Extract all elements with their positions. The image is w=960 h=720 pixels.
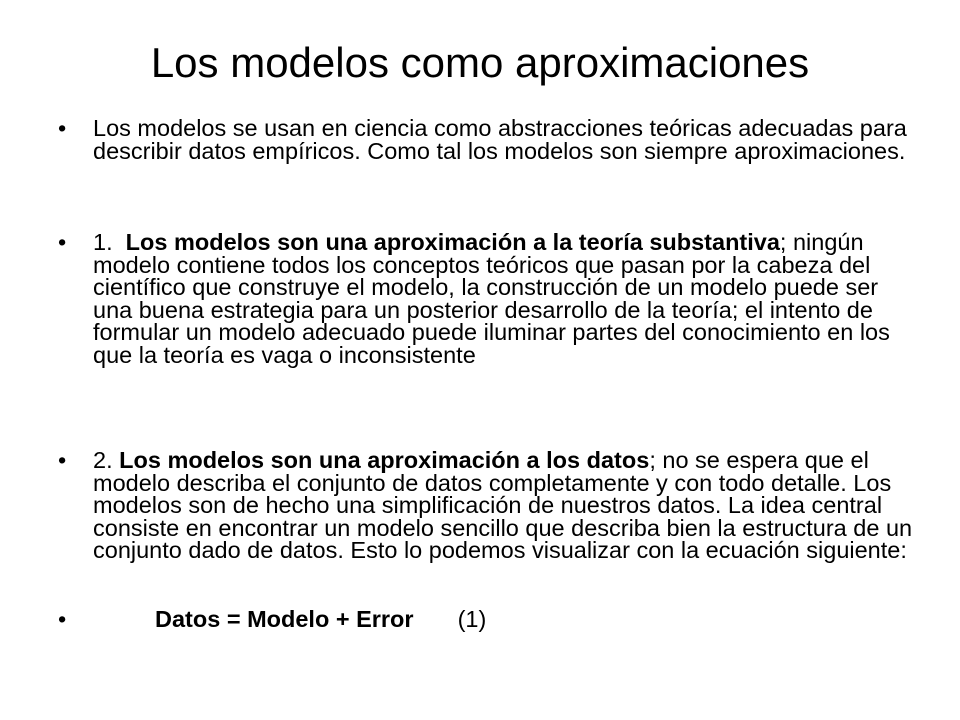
bullet-dot-icon: • [58, 606, 67, 632]
bullet-item-intro [58, 117, 918, 162]
bullet-dot-icon: • [58, 447, 67, 473]
equation-number: (1) [457, 606, 487, 632]
equation-line [93, 608, 918, 631]
bullet-item-equation [58, 608, 918, 631]
slide-title: Los modelos como aproximaciones [150, 39, 810, 86]
bullet-prefix: 2. [93, 447, 120, 473]
bullet-text [93, 449, 918, 562]
bullet-body: ; no se espera que el modelo describa el conjunto de datos completamente y con todo detalle. Los modelos son de hecho una simplificación de nuestros datos. La idea central consiste en encontrar un modelo sencillo que describa bien la estructura de un conjunto dado de datos. Esto lo podemos visualizar con la ecuación siguiente: [93, 447, 913, 563]
bullet-dot-icon: • [58, 229, 67, 255]
bullet-bold-heading: Los modelos son una aproximación a la teoría substantiva [125, 229, 780, 255]
bullet-bold-heading: Los modelos son una aproximación a los datos [119, 447, 650, 473]
bullet-item-data [58, 449, 918, 562]
bullet-dot-icon: • [58, 115, 67, 141]
bullet-prefix: 1. [93, 229, 126, 255]
bullet-item-theory [58, 231, 918, 366]
bullet-body: ; ningún modelo contiene todos los conceptos teóricos que pasan por la cabeza del científico que construye el modelo, la construcción de un modelo puede ser una buena estrategia para un posterior desarrollo de la teoría; el intento de formular un modelo adecuado puede iluminar partes del conocimiento en los que la teoría es vaga o inconsistente [93, 229, 890, 368]
equation: Datos = Modelo + Error [155, 606, 414, 632]
bullet-text [93, 231, 918, 366]
bullet-text: Los modelos se usan en ciencia como abstracciones teóricas adecuadas para describir datos empíricos. Como tal los modelos son siempre aproximaciones. [93, 115, 907, 164]
